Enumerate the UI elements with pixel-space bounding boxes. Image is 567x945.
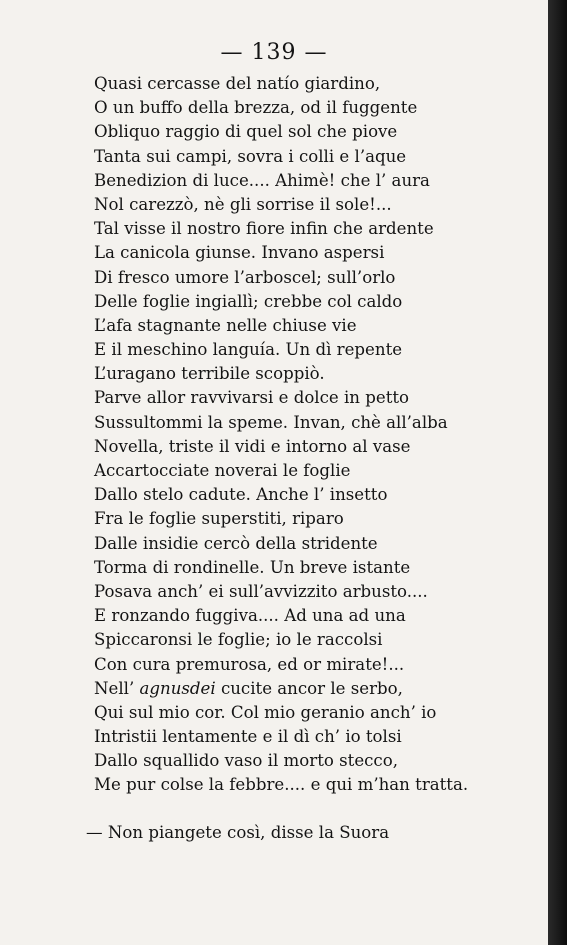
poem-line: Tal visse il nostro fiore infin che ardente bbox=[94, 219, 434, 239]
poem-line: Fra le foglie superstiti, riparo bbox=[94, 509, 344, 529]
poem-text bbox=[94, 72, 534, 798]
poem-line: Accartocciate noverai le foglie bbox=[94, 461, 351, 480]
line-text: cucite ancor le serbo, bbox=[215, 678, 403, 698]
poem-line: Tanta sui campi, sovra i colli e l’aque bbox=[94, 146, 407, 166]
poem-line: L’uragano terribile scoppiò. bbox=[94, 364, 325, 384]
poem-line: Posava anch’ ei sull’avvizzito arbusto.... bbox=[94, 581, 428, 601]
page-number: — 139 — bbox=[220, 40, 328, 65]
poem-line-with-italic bbox=[94, 677, 534, 701]
line-text: Nell’ bbox=[94, 678, 140, 698]
poem-line: Torma di rondinelle. Un breve istante bbox=[94, 557, 411, 577]
poem-line: Dallo stelo cadute. Anche l’ insetto bbox=[94, 485, 388, 505]
poem-line: Nol carezzò, nè gli sorrise il sole!... bbox=[94, 194, 392, 214]
poem-line: Benedizion di luce.... Ahimè! che l’ aura bbox=[94, 170, 430, 190]
poem-line: O un buffo della brezza, od il fuggente bbox=[94, 98, 418, 118]
poem-line: Sussultommi la speme. Invan, chè all’alba bbox=[94, 412, 448, 432]
poem-line: Novella, triste il vidi e intorno al vase bbox=[94, 436, 411, 456]
poem-line: Obliquo raggio di quel sol che piove bbox=[94, 122, 398, 142]
poem-line: Intristii lentamente e il dì ch’ io tolsi bbox=[94, 727, 402, 747]
poem-line: Dalle insidie cercò della stridente bbox=[94, 533, 378, 553]
dialogue-line: — Non piangete così, disse la Suora bbox=[86, 823, 390, 842]
page-edge-shadow bbox=[548, 0, 567, 945]
poem-line: Con cura premurosa, ed or mirate!... bbox=[94, 654, 405, 674]
poem-line: Quasi cercasse del natío giardino, bbox=[94, 74, 381, 93]
poem-line: Dallo squallido vaso il morto stecco, bbox=[94, 751, 398, 771]
poem-line: Di fresco umore l’arboscel; sull’orlo bbox=[94, 267, 396, 287]
poem-line: Spiccaronsi le foglie; io le raccolsi bbox=[94, 630, 383, 650]
poem-line: Me pur colse la febbre.... e qui m’han tratta. bbox=[94, 775, 469, 795]
italic-word: agnusdei bbox=[139, 678, 216, 698]
poem-line: La canicola giunse. Invano aspersi bbox=[94, 243, 385, 263]
poem-line: L’afa stagnante nelle chiuse vie bbox=[94, 315, 357, 335]
poem-line: Delle foglie ingiallì; crebbe col caldo bbox=[94, 291, 403, 311]
poem-line: E ronzando fuggiva.... Ad una ad una bbox=[94, 606, 406, 626]
poem-line: E il meschino languía. Un dì repente bbox=[94, 340, 403, 360]
poem-line: Qui sul mio cor. Col mio geranio anch’ io bbox=[94, 702, 437, 722]
poem-line: Parve allor ravvivarsi e dolce in petto bbox=[94, 388, 410, 408]
